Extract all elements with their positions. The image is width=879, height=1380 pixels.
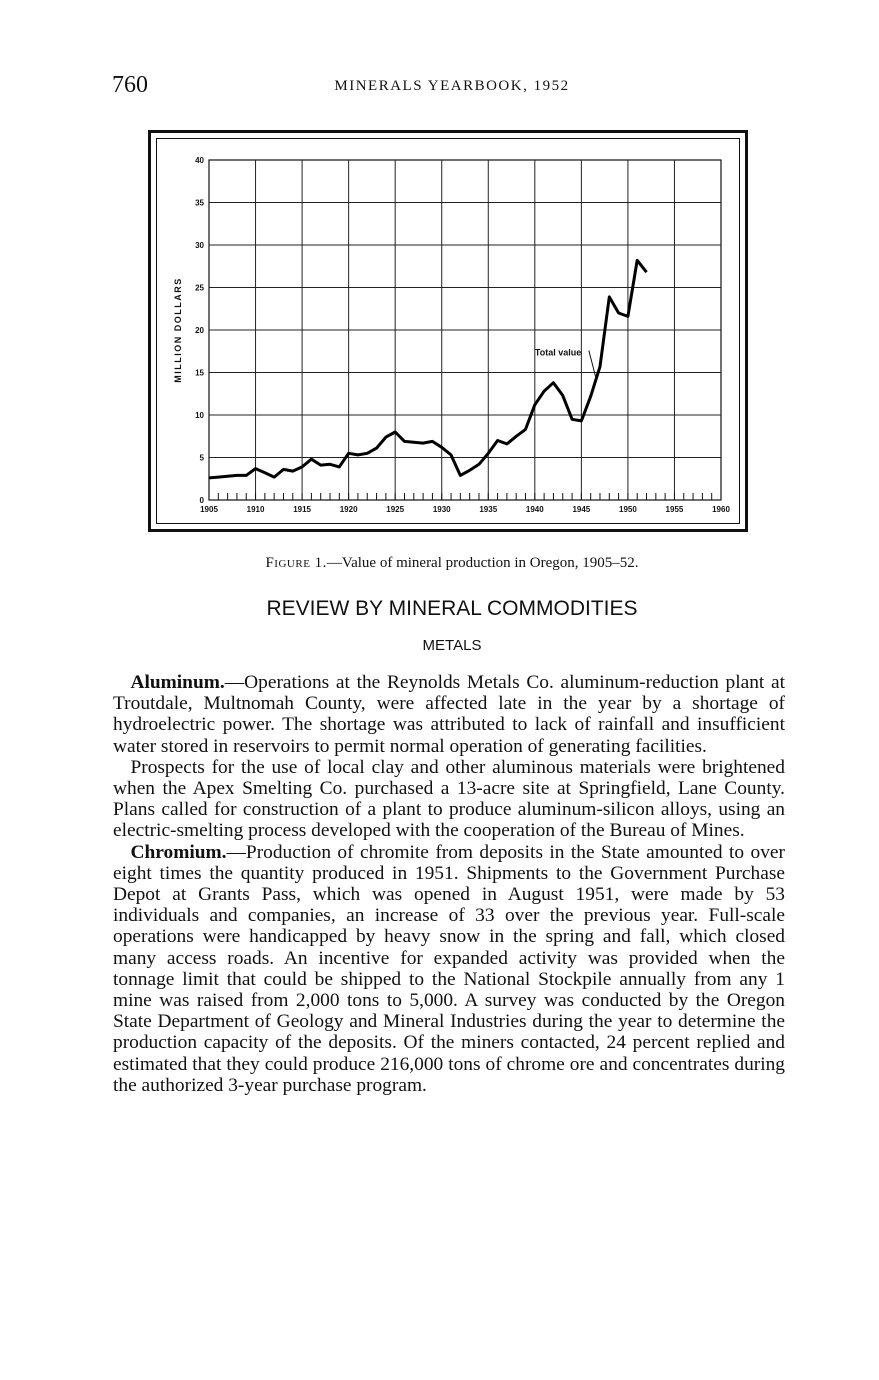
y-tick-label: 0 [199, 496, 204, 505]
y-tick-label: 35 [195, 198, 204, 208]
caption-label: Figure 1. [265, 555, 327, 571]
page-header [112, 72, 792, 106]
y-tick-label: 20 [195, 326, 204, 335]
annotation-leader [589, 350, 596, 379]
body-text [113, 672, 785, 1096]
page-number: 760 [112, 72, 148, 98]
caption-text: —Value of mineral production in Oregon, 1905–52. [326, 555, 639, 571]
paragraph-aluminum [113, 672, 785, 757]
paragraph-text: Prospects for the use of local clay and other aluminous materials were brightened when the Apex Smelting Co. purchased a 13-acre site at Springfield, Lane County. Plans called for construction of a plant to produce aluminum-silicon alloys, using an electric-smelting process developed with the cooperation of the Bureau of Mines. [113, 756, 785, 842]
annotation-total-value: Total value [534, 347, 582, 358]
section-title: REVIEW BY MINERAL COMMODITIES [266, 597, 638, 620]
figure-frame [148, 130, 748, 532]
y-tick-label: 5 [199, 453, 204, 463]
x-tick-label: 1930 [432, 505, 451, 514]
subsection-title: METALS [422, 637, 482, 654]
run-in-heading-chromium: Chromium. [130, 841, 227, 863]
run-in-heading-aluminum: Aluminum. [130, 672, 225, 693]
running-head: MINERALS YEARBOOK, 1952 [334, 78, 570, 94]
x-tick-label: 1905 [200, 505, 218, 514]
x-tick-label: 1910 [246, 505, 265, 514]
x-tick-label: 1920 [339, 505, 358, 514]
x-tick-label: 1960 [712, 505, 730, 514]
y-tick-label: 10 [195, 411, 204, 420]
x-tick-label: 1925 [386, 505, 405, 514]
y-tick-label: 25 [195, 283, 204, 293]
x-tick-label: 1955 [665, 505, 684, 514]
x-tick-label: 1915 [293, 505, 311, 514]
paragraph-apex [113, 757, 785, 842]
figure-caption [112, 555, 792, 572]
paragraph-text: —Operations at the Reynolds Metals Co. aluminum-reduction plant at Troutdale, Multnomah County, were affected late in the year by a shortage of hydroelectric power. The shortage was attributed to lack of rainfall and insufficient water stored in reservoirs to permit normal operation of generating facilities. [113, 672, 785, 757]
line-chart [151, 133, 745, 529]
x-tick-label: 1945 [572, 505, 591, 514]
paragraph-chromium [113, 842, 785, 1096]
x-tick-label: 1940 [525, 505, 544, 514]
x-tick-label: 1935 [479, 505, 498, 514]
y-axis-label: MILLION DOLLARS [173, 277, 183, 383]
y-tick-label: 40 [195, 156, 204, 165]
y-tick-label: 30 [195, 241, 204, 250]
x-tick-label: 1950 [619, 505, 637, 514]
y-tick-label: 15 [195, 368, 204, 378]
paragraph-text: —Production of chromite from deposits in the State amounted to over eight times the quantity produced in 1951. Shipments to the Government Purchase Depot at Grants Pass, which was opened in August 1951, were made by 53 individuals and companies, an increase of 33 over the previous year. Full-scale operations were handicapped by heavy snow in the spring and fall, which closed many access roads. An incentive for expanded activity was provided when the tonnage limit that could be shipped to the National Stockpile annually from any 1 mine was raised from 2,000 tons to 5,000. A survey was conducted by the Oregon State Department of Geology and Mineral Industries during the year to determine the production capacity of the deposits. Of the miners contacted, 24 percent replied and estimated that they could produce 216,000 tons of chrome ore and concentrates during the authorized 3-year purchase program. [113, 841, 785, 1096]
